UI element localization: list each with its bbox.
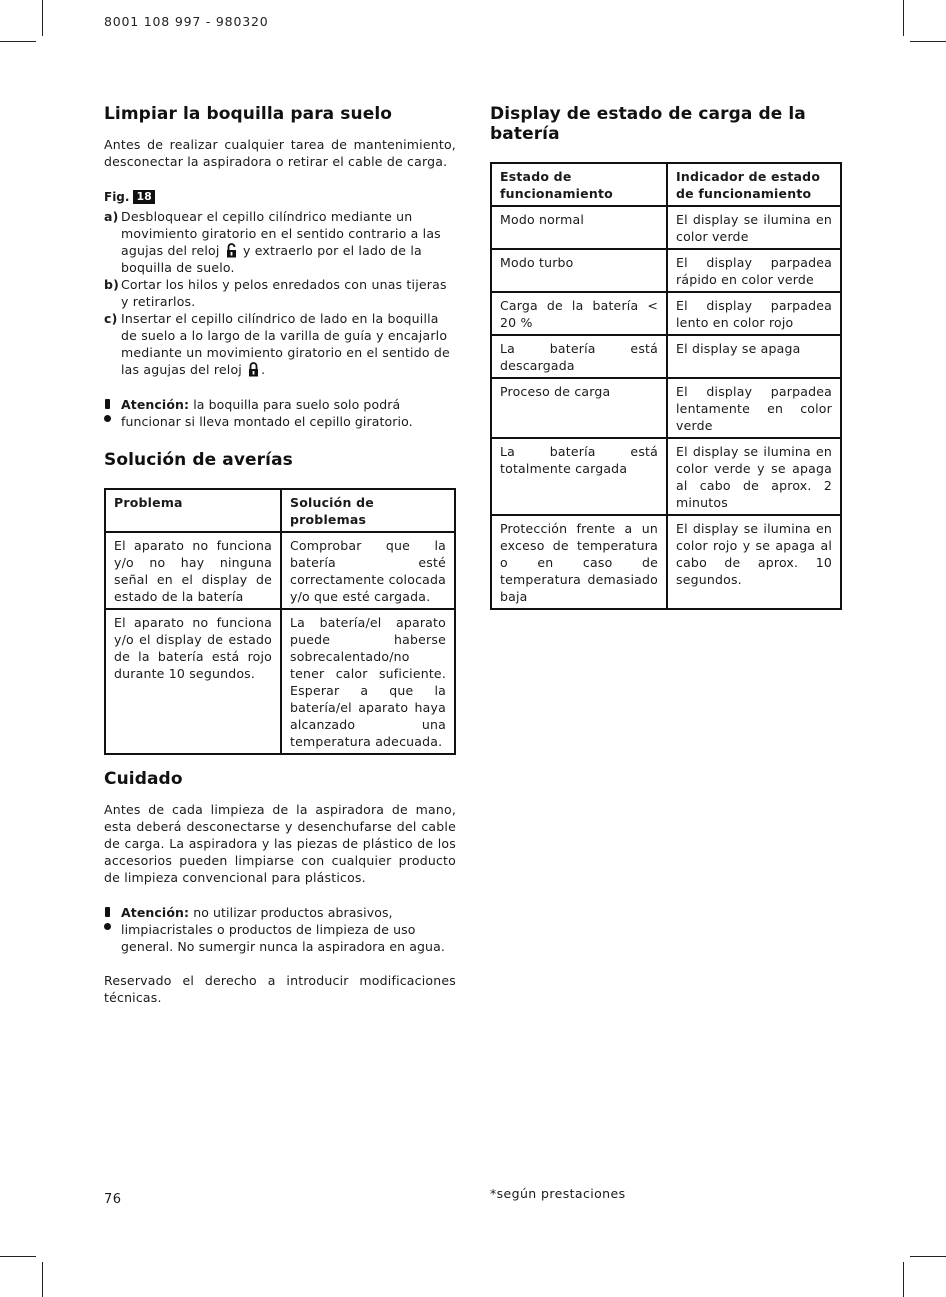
care-section [104, 769, 456, 1006]
table-row [491, 249, 841, 292]
crop-mark [42, 0, 43, 36]
footnote: *según prestaciones [490, 1186, 626, 1201]
troubleshooting-table [104, 488, 456, 755]
step-text: y extraerlo por el lado de la boquilla de suelo. [121, 243, 422, 275]
warning-icon [104, 904, 121, 955]
crop-mark [0, 1256, 36, 1257]
right-column [490, 104, 842, 610]
indicator-cell: El display se apaga [667, 335, 841, 378]
care-title: Cuidado [104, 769, 183, 789]
figure-number: 18 [133, 190, 154, 204]
floor-nozzle-section [104, 104, 456, 430]
column-header: Problema [105, 489, 281, 532]
crop-mark [0, 41, 36, 42]
crop-mark [903, 1262, 904, 1297]
crop-mark [42, 1262, 43, 1297]
state-cell: La batería está totalmente cargada [491, 438, 667, 515]
step-text: Insertar el cepillo cilíndrico de lado en la boquilla de suelo a lo largo de la varilla de guía y encajarlo mediante un movimiento giratorio en el sentido de las agujas del reloj [121, 311, 450, 377]
page-number: 76 [104, 1192, 122, 1207]
battery-status-table [490, 162, 842, 610]
indicator-cell: El display se ilumina en color verde [667, 206, 841, 249]
warning-note [104, 396, 456, 430]
floor-nozzle-title: Limpiar la boquilla para suelo [104, 104, 393, 124]
crop-mark [910, 1256, 946, 1257]
unlock-icon [226, 243, 237, 258]
solution-cell: La batería/el aparato puede haberse sobrecalentado/no tener calor suficiente. Esperar a que la batería/el aparato haya alcanzado una temperatura adecuada. [281, 609, 455, 754]
troubleshooting-title: Solución de averías [104, 450, 293, 470]
state-cell: Carga de la batería < 20 % [491, 292, 667, 335]
step-c [104, 310, 456, 378]
state-cell: Protección frente a un exceso de temperatura o en caso de temperatura demasiado baja [491, 515, 667, 609]
indicator-cell: El display se ilumina en color rojo y se apaga al cabo de aprox. 10 segundos. [667, 515, 841, 609]
state-cell: Modo normal [491, 206, 667, 249]
table-row [491, 515, 841, 609]
table-row [105, 532, 455, 609]
indicator-cell: El display se ilumina en color verde y se apaga al cabo de aprox. 2 minutos [667, 438, 841, 515]
table-row [491, 206, 841, 249]
table-row [491, 378, 841, 438]
warning-icon [104, 396, 121, 430]
column-header: Solución de problemas [281, 489, 455, 532]
reserved-rights: Reservado el derecho a introducir modificaciones técnicas. [104, 973, 456, 1005]
troubleshooting-section [104, 450, 456, 755]
problem-cell: El aparato no funciona y/o el display de estado de la batería está rojo durante 10 segundos. [105, 609, 281, 754]
table-row [491, 335, 841, 378]
step-letter: c) [104, 311, 118, 326]
crop-mark [910, 41, 946, 42]
figure-reference [104, 190, 456, 204]
figure-label: Fig. [104, 190, 130, 204]
state-cell: Modo turbo [491, 249, 667, 292]
column-header: Estado de funcionamiento [491, 163, 667, 206]
table-header-row [105, 489, 455, 532]
table-header-row [491, 163, 841, 206]
warning-note [104, 904, 456, 955]
step-letter: b) [104, 277, 120, 292]
state-cell: Proceso de carga [491, 378, 667, 438]
indicator-cell: El display parpadea lentamente en color verde [667, 378, 841, 438]
crop-mark [903, 0, 904, 36]
battery-display-title: Display de estado de carga de la batería [490, 104, 806, 144]
document-code: 8001 108 997 - 980320 [104, 14, 269, 29]
indicator-cell: El display parpadea lento en color rojo [667, 292, 841, 335]
left-column [104, 104, 456, 1006]
care-text: Antes de cada limpieza de la aspiradora de mano, esta deberá desconectarse y desenchufarse del cable de carga. La aspiradora y las piezas de plástico de los accesorios pueden limpiarse con cualquier producto de limpieza convencional para plásticos. [104, 802, 456, 885]
step-text: . [261, 362, 266, 377]
state-cell: La batería está descargada [491, 335, 667, 378]
step-text: Desbloquear el cepillo cilíndrico mediante un movimiento giratorio en el sentido contrario a las agujas del reloj [121, 209, 441, 258]
solution-cell: Comprobar que la batería esté correctamente colocada y/o que esté cargada. [281, 532, 455, 609]
warning-text: la boquilla para suelo solo podrá funcionar si lleva montado el cepillo giratorio. [121, 397, 413, 429]
warning-text: no utilizar productos abrasivos, limpiacristales o productos de limpieza de uso general. No sumergir nunca la aspiradora en agua. [121, 905, 445, 954]
step-a [104, 208, 456, 276]
step-letter: a) [104, 209, 119, 224]
table-row [491, 438, 841, 515]
table-row [491, 292, 841, 335]
step-b [104, 276, 456, 310]
warning-label: Atención: [121, 905, 190, 920]
floor-nozzle-intro: Antes de realizar cualquier tarea de mantenimiento, desconectar la aspiradora o retirar el cable de carga. [104, 137, 456, 169]
indicator-cell: El display parpadea rápido en color verde [667, 249, 841, 292]
table-row [105, 609, 455, 754]
problem-cell: El aparato no funciona y/o no hay ninguna señal en el display de estado de la batería [105, 532, 281, 609]
step-text: Cortar los hilos y pelos enredados con unas tijeras y retirarlos. [121, 277, 447, 309]
warning-label: Atención: [121, 397, 190, 412]
column-header: Indicador de estado de funcionamiento [667, 163, 841, 206]
lock-icon [248, 362, 259, 377]
